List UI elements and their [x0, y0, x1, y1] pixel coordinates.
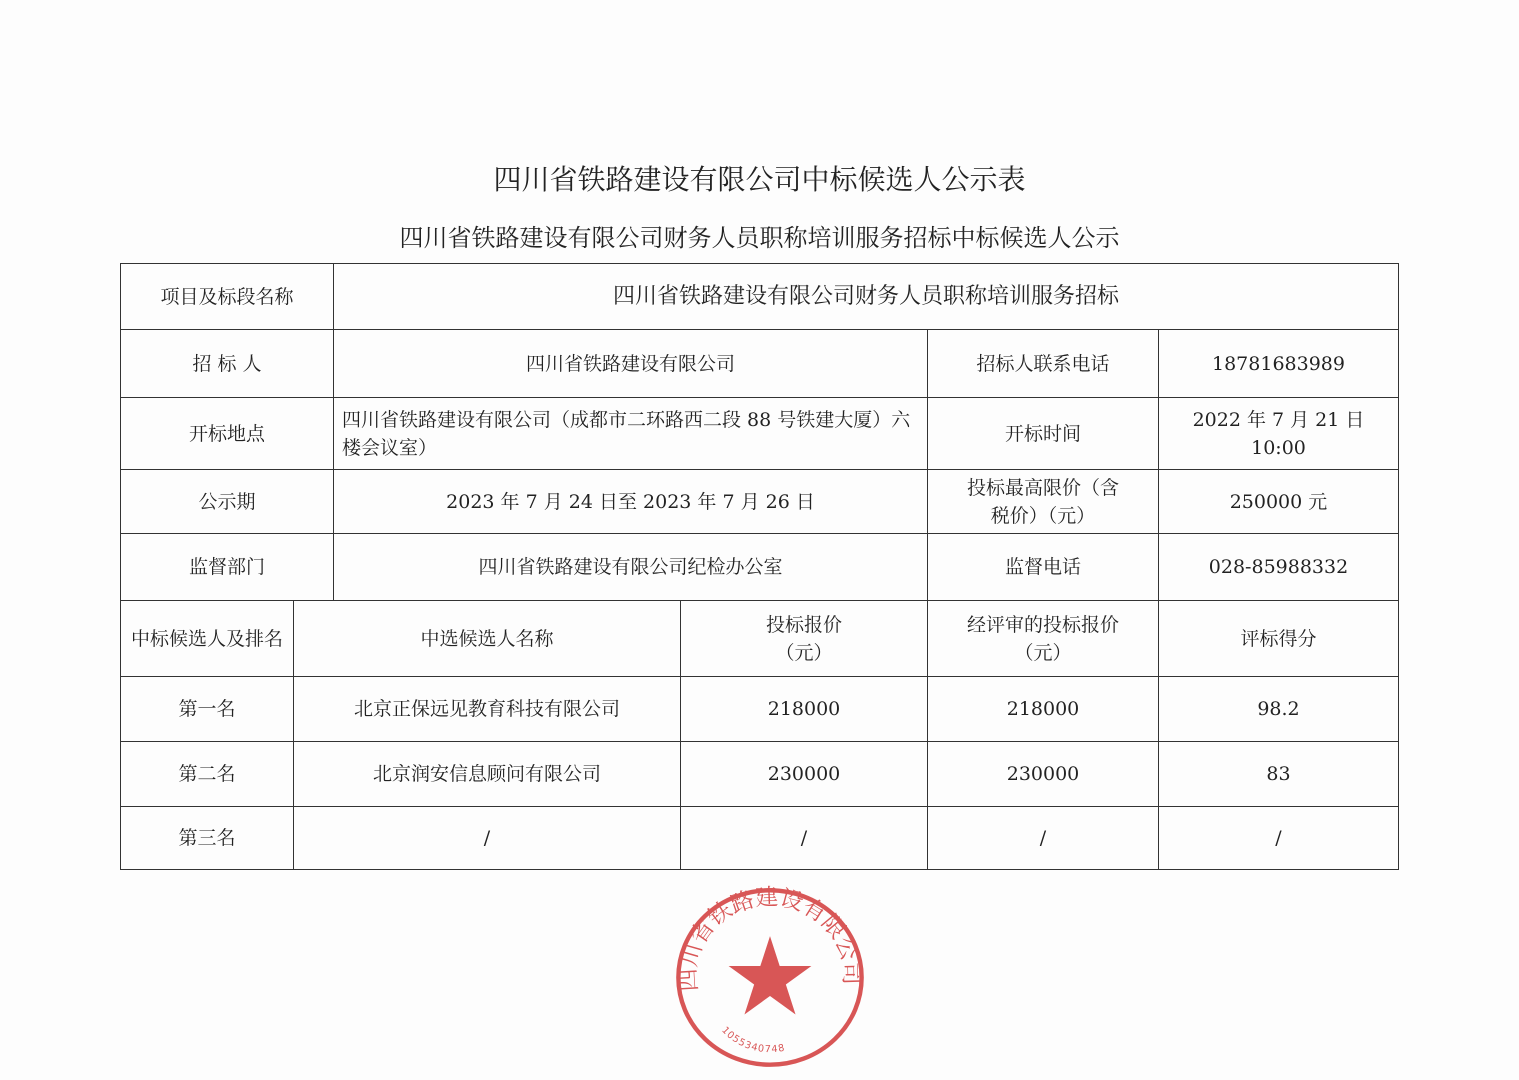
document-subtitle: 四川省铁路建设有限公司财务人员职称培训服务招标中标候选人公示 [399, 224, 1120, 252]
row2-rank: 第二名 [120, 741, 294, 807]
supervisor-phone-value: 028-85988332 [1158, 533, 1399, 601]
period-value: 2023 年 7 月 24 日至 2023 年 7 月 26 日 [333, 469, 928, 534]
seal-text: 四川省铁路建设有限公司 [675, 885, 865, 993]
location-label: 开标地点 [120, 397, 334, 470]
header-name: 中选候选人名称 [293, 600, 681, 677]
row3-score: / [1158, 806, 1399, 870]
header-rank: 中标候选人及排名 [120, 600, 294, 677]
tenderer-label: 招 标 人 [120, 329, 334, 398]
svg-text:1055340748 [719, 1025, 786, 1055]
location-value: 四川省铁路建设有限公司（成都市二环路西二段 88 号铁建大厦）六楼会议室） [333, 397, 928, 470]
row1-score: 98.2 [1158, 676, 1399, 742]
supervisor-label: 监督部门 [120, 533, 334, 601]
max-price-label: 投标最高限价（含税价）（元） [927, 469, 1159, 534]
max-price-value: 250000 元 [1158, 469, 1399, 534]
header-score: 评标得分 [1158, 600, 1399, 677]
supervisor-value: 四川省铁路建设有限公司纪检办公室 [333, 533, 928, 601]
phone-value: 18781683989 [1158, 329, 1399, 398]
supervisor-phone-label: 监督电话 [927, 533, 1159, 601]
official-seal-stamp [670, 885, 870, 1070]
row3-name: / [293, 806, 681, 870]
document-title: 四川省铁路建设有限公司中标候选人公示表 [493, 163, 1026, 196]
row3-bid: / [680, 806, 928, 870]
project-label: 项目及标段名称 [120, 263, 334, 330]
row3-rank: 第三名 [120, 806, 294, 870]
row3-reviewed-bid: / [927, 806, 1159, 870]
row2-name: 北京润安信息顾问有限公司 [293, 741, 681, 807]
project-value: 四川省铁路建设有限公司财务人员职称培训服务招标 [333, 263, 1399, 330]
row1-bid: 218000 [680, 676, 928, 742]
header-reviewed-bid: 经评审的投标报价（元） [927, 600, 1159, 677]
row2-score: 83 [1158, 741, 1399, 807]
header-bid: 投标报价（元） [680, 600, 928, 677]
tenderer-value: 四川省铁路建设有限公司 [333, 329, 928, 398]
row1-reviewed-bid: 218000 [927, 676, 1159, 742]
open-time-value: 2022 年 7 月 21 日 10:00 [1158, 397, 1399, 470]
row1-name: 北京正保远见教育科技有限公司 [293, 676, 681, 742]
row2-bid: 230000 [680, 741, 928, 807]
svg-text:四川省铁路建设有限公司 [675, 885, 864, 992]
open-time-label: 开标时间 [927, 397, 1159, 470]
phone-label: 招标人联系电话 [927, 329, 1159, 398]
row2-reviewed-bid: 230000 [927, 741, 1159, 807]
seal-number: 1055340748 [719, 1024, 787, 1056]
period-label: 公示期 [120, 469, 334, 534]
row1-rank: 第一名 [120, 676, 294, 742]
